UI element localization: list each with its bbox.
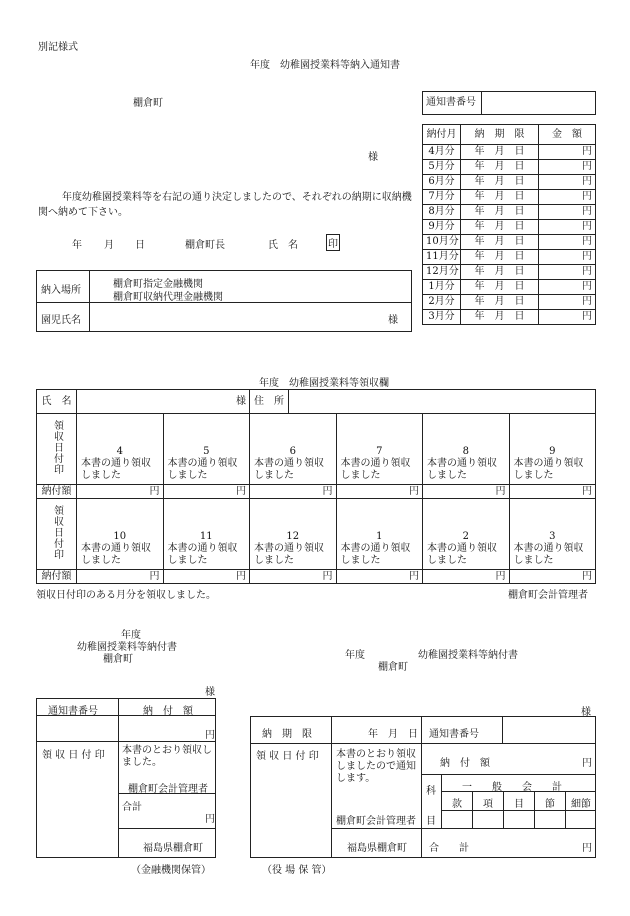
receipt-month-number: 2 [462, 531, 469, 542]
name-label: 氏 名 [268, 240, 298, 251]
slip-right-general-account: 一 般 会 計 [462, 782, 562, 793]
receipt-title: 年度 幼稚園授業料等領収欄 [259, 378, 389, 389]
schedule-due[interactable]: 年 月 日 [461, 190, 539, 205]
payment-place-label: 納入場所 [41, 285, 81, 296]
receipt-stamp-cell[interactable] [509, 499, 596, 570]
schedule-row [423, 310, 596, 325]
schedule-row [423, 145, 596, 160]
slip-right-suffix: 様 [581, 707, 591, 718]
receipt-amount-cell[interactable]: 円 [163, 570, 250, 584]
schedule-header-amount: 金 額 [539, 125, 596, 145]
schedule-header-due: 納 期 限 [461, 125, 539, 145]
schedule-table [422, 124, 596, 325]
schedule-row [423, 175, 596, 190]
slip-right-yen: 円 [582, 758, 592, 769]
receipt-month-number: 11 [199, 531, 213, 542]
child-name-label: 園児氏名 [41, 315, 81, 326]
receipt-stamp-cell[interactable] [250, 414, 337, 485]
receipt-month-number: 8 [462, 446, 469, 457]
slip-left-treasurer: 棚倉町会計管理者 [128, 784, 208, 795]
receipt-received-text: 本書の通り領収しました [340, 458, 411, 481]
schedule-due[interactable]: 年 月 日 [461, 295, 539, 310]
slip-right-treasurer: 棚倉町会計管理者 [336, 816, 416, 827]
receipt-month-number: 3 [549, 531, 556, 542]
receipt-month-number: 6 [289, 446, 296, 457]
slip-left-issuer: 福島県棚倉町 [143, 843, 203, 854]
schedule-month: 10月分 [423, 235, 461, 250]
schedule-due[interactable]: 年 月 日 [461, 205, 539, 220]
date-year: 年 [72, 240, 82, 251]
schedule-due[interactable]: 年 月 日 [461, 220, 539, 235]
schedule-month: 6月分 [423, 175, 461, 190]
receipt-stamp-cell[interactable] [77, 499, 164, 570]
receipt-name-suffix: 様 [236, 395, 246, 407]
receipt-received-text: 本書の通り領収しました [513, 458, 584, 481]
schedule-due[interactable]: 年 月 日 [461, 235, 539, 250]
slip-right-due-label: 納 期 限 [262, 729, 312, 740]
receipt-month-number: 12 [286, 531, 300, 542]
receipt-month-number: 1 [376, 531, 383, 542]
schedule-month: 8月分 [423, 205, 461, 220]
receipt-stamp-cell[interactable] [163, 414, 250, 485]
slip-left-total-yen: 円 [205, 814, 215, 825]
schedule-header-month: 納付月 [423, 125, 461, 145]
seal-mark: 印 [326, 234, 340, 251]
receipt-amount-cell[interactable]: 円 [423, 570, 510, 584]
slip-right-col-kou: 項 [483, 799, 493, 810]
slip-right-year: 年度 [345, 650, 365, 661]
slip-right-due-value: 年 月 日 [368, 729, 418, 740]
schedule-due[interactable]: 年 月 日 [461, 280, 539, 295]
notice-number-box [422, 91, 596, 115]
receipt-received-text: 本書の通り領収しました [513, 543, 584, 566]
slip-right-col-moku: 目 [514, 799, 524, 810]
schedule-amount[interactable]: 円 [539, 250, 596, 265]
receipt-stamp-cell[interactable] [509, 414, 596, 485]
schedule-due[interactable]: 年 月 日 [461, 160, 539, 175]
slip-right-stamp-label: 領 収 日 付 印 [256, 751, 319, 762]
slip-left-suffix: 様 [205, 687, 215, 698]
slip-right-town: 棚倉町 [378, 662, 408, 673]
slip-right-total-yen: 円 [582, 843, 592, 854]
payment-box [36, 270, 412, 332]
receipt-amount-cell[interactable]: 円 [163, 485, 250, 499]
schedule-month: 4月分 [423, 145, 461, 160]
schedule-row [423, 220, 596, 235]
receipt-footer-left: 領収日付印のある月分を領収しました。 [36, 590, 216, 601]
slip-right-paid-amount-label: 納 付 額 [440, 758, 490, 769]
receipt-amount-cell[interactable]: 円 [336, 485, 423, 499]
slip-left-title: 幼稚園授業料等納付書 [77, 642, 177, 653]
slip-right-total-label: 合 計 [429, 843, 469, 854]
schedule-row [423, 190, 596, 205]
receipt-address-label: 住 所 [250, 390, 289, 413]
receipt-stamp-cell[interactable] [250, 499, 337, 570]
schedule-row [423, 280, 596, 295]
schedule-amount[interactable]: 円 [539, 220, 596, 235]
schedule-month: 7月分 [423, 190, 461, 205]
schedule-row [423, 205, 596, 220]
slip-left-total-label: 合計 [122, 802, 142, 813]
slip-left-keeper: （金融機関保管） [131, 865, 211, 876]
receipt-amount-cell[interactable]: 円 [250, 485, 337, 499]
schedule-amount[interactable]: 円 [539, 295, 596, 310]
payment-place-2: 棚倉町収納代理金融機関 [113, 292, 223, 303]
schedule-row [423, 250, 596, 265]
slip-right-received-text: 本書のとおり領収しましたので通知します。 [336, 749, 416, 784]
receipt-stamp-cell[interactable] [423, 499, 510, 570]
schedule-amount[interactable]: 円 [539, 160, 596, 175]
slip-left-town: 棚倉町 [103, 654, 133, 665]
schedule-amount[interactable]: 円 [539, 175, 596, 190]
receipt-amount-cell[interactable]: 円 [509, 485, 596, 499]
slip-right-col-saisetsu: 細節 [571, 799, 591, 810]
receipt-stamp-cell[interactable] [423, 414, 510, 485]
receipt-stamp-label-1: 領収日付印 [37, 414, 77, 485]
receipt-table [36, 389, 596, 584]
receipt-stamp-cell[interactable] [77, 414, 164, 485]
slip-left-paid-amount-label: 納 付 額 [143, 706, 193, 717]
schedule-amount[interactable]: 円 [539, 310, 596, 325]
receipt-received-text: 本書の通り領収しました [340, 543, 411, 566]
receipt-amount-cell[interactable]: 円 [250, 570, 337, 584]
schedule-amount[interactable]: 円 [539, 205, 596, 220]
slip-right-keeper: （役 場 保 管） [262, 865, 332, 876]
receipt-amount-cell[interactable]: 円 [336, 570, 423, 584]
payment-place-1: 棚倉町指定金融機関 [113, 279, 203, 290]
schedule-amount[interactable]: 円 [539, 265, 596, 280]
slip-left-year: 年度 [121, 630, 141, 641]
slip-right-title: 幼稚園授業料等納付書 [418, 650, 518, 661]
schedule-due[interactable]: 年 月 日 [461, 310, 539, 325]
schedule-due[interactable]: 年 月 日 [461, 175, 539, 190]
date-month: 月 [104, 240, 114, 251]
receipt-footer-right: 棚倉町会計管理者 [508, 590, 588, 601]
signer: 棚倉町長 [185, 240, 225, 251]
child-name-suffix: 様 [388, 315, 398, 326]
receipt-received-text: 本書の通り領収しました [254, 543, 324, 566]
schedule-month: 12月分 [423, 265, 461, 280]
schedule-amount[interactable]: 円 [539, 190, 596, 205]
receipt-received-text: 本書の通り領収しました [427, 543, 497, 566]
schedule-month: 5月分 [423, 160, 461, 175]
receipt-stamp-cell[interactable] [336, 414, 423, 485]
receipt-amount-cell[interactable]: 円 [77, 485, 164, 499]
slip-right-account-label: 科 [426, 786, 436, 797]
schedule-row [423, 265, 596, 280]
schedule-month: 2月分 [423, 295, 461, 310]
receipt-month-number: 4 [116, 446, 123, 457]
schedule-amount[interactable]: 円 [539, 280, 596, 295]
slip-left-received-text: 本書のとおり領収しました。 [122, 745, 212, 768]
slip-left-stamp-label: 領 収 日 付 印 [42, 750, 105, 761]
notice-number-value[interactable] [482, 92, 596, 115]
receipt-month-number: 9 [549, 446, 556, 457]
receipt-month-number: 7 [376, 446, 383, 457]
receipt-stamp-cell[interactable] [163, 499, 250, 570]
receipt-amount-label-1: 納付額 [37, 485, 77, 499]
slip-left-box [36, 698, 216, 858]
receipt-received-text: 本書の通り領収しました [167, 458, 238, 481]
schedule-month: 1月分 [423, 280, 461, 295]
schedule-month: 3月分 [423, 310, 461, 325]
schedule-due[interactable]: 年 月 日 [461, 265, 539, 280]
slip-left-notice-no-label: 通知書番号 [48, 706, 98, 717]
form-label: 別記様式 [38, 42, 78, 53]
schedule-row [423, 295, 596, 310]
receipt-address-cell [250, 390, 596, 414]
addressee-suffix: 様 [368, 152, 378, 163]
receipt-stamp-cell[interactable] [336, 499, 423, 570]
receipt-month-number: 5 [203, 446, 210, 457]
schedule-due[interactable]: 年 月 日 [461, 250, 539, 265]
slip-right-notice-no-label: 通知書番号 [429, 729, 479, 740]
notice-body: 年度幼稚園授業料等を右記の通り決定しましたので、それぞれの納期に収納機関へ納めて下さい。 [38, 192, 412, 218]
schedule-amount[interactable]: 円 [539, 235, 596, 250]
schedule-due[interactable]: 年 月 日 [461, 145, 539, 160]
receipt-amount-label-2: 納付額 [37, 570, 77, 584]
schedule-month: 9月分 [423, 220, 461, 235]
slip-left-yen: 円 [205, 730, 215, 741]
receipt-amount-cell[interactable]: 円 [423, 485, 510, 499]
receipt-amount-cell[interactable]: 円 [509, 570, 596, 584]
receipt-stamp-label-2: 領収日付印 [37, 499, 77, 570]
slip-right-account-label-2: 目 [426, 816, 436, 827]
date-day: 日 [135, 240, 145, 251]
receipt-received-text: 本書の通り領収しました [254, 458, 324, 481]
receipt-name-label: 氏 名 [37, 390, 77, 414]
schedule-row [423, 160, 596, 175]
schedule-amount[interactable]: 円 [539, 145, 596, 160]
notice-number-label: 通知書番号 [423, 92, 482, 115]
schedule-row [423, 235, 596, 250]
receipt-received-text: 本書の通り領収しました [167, 543, 238, 566]
receipt-received-text: 本書の通り領収しました [427, 458, 497, 481]
slip-right-col-kan: 款 [452, 799, 462, 810]
receipt-received-text: 本書の通り領収しました [81, 543, 151, 566]
notice-title: 年度 幼稚園授業料等納入通知書 [250, 60, 400, 71]
receipt-amount-cell[interactable]: 円 [77, 570, 164, 584]
receipt-month-number: 10 [113, 531, 127, 542]
receipt-received-text: 本書の通り領収しました [81, 458, 151, 481]
slip-right-issuer: 福島県棚倉町 [347, 843, 407, 854]
schedule-month: 11月分 [423, 250, 461, 265]
notice-issuer: 棚倉町 [133, 98, 163, 109]
slip-right-col-setsu: 節 [545, 799, 555, 810]
receipt-name-field[interactable] [77, 390, 250, 414]
